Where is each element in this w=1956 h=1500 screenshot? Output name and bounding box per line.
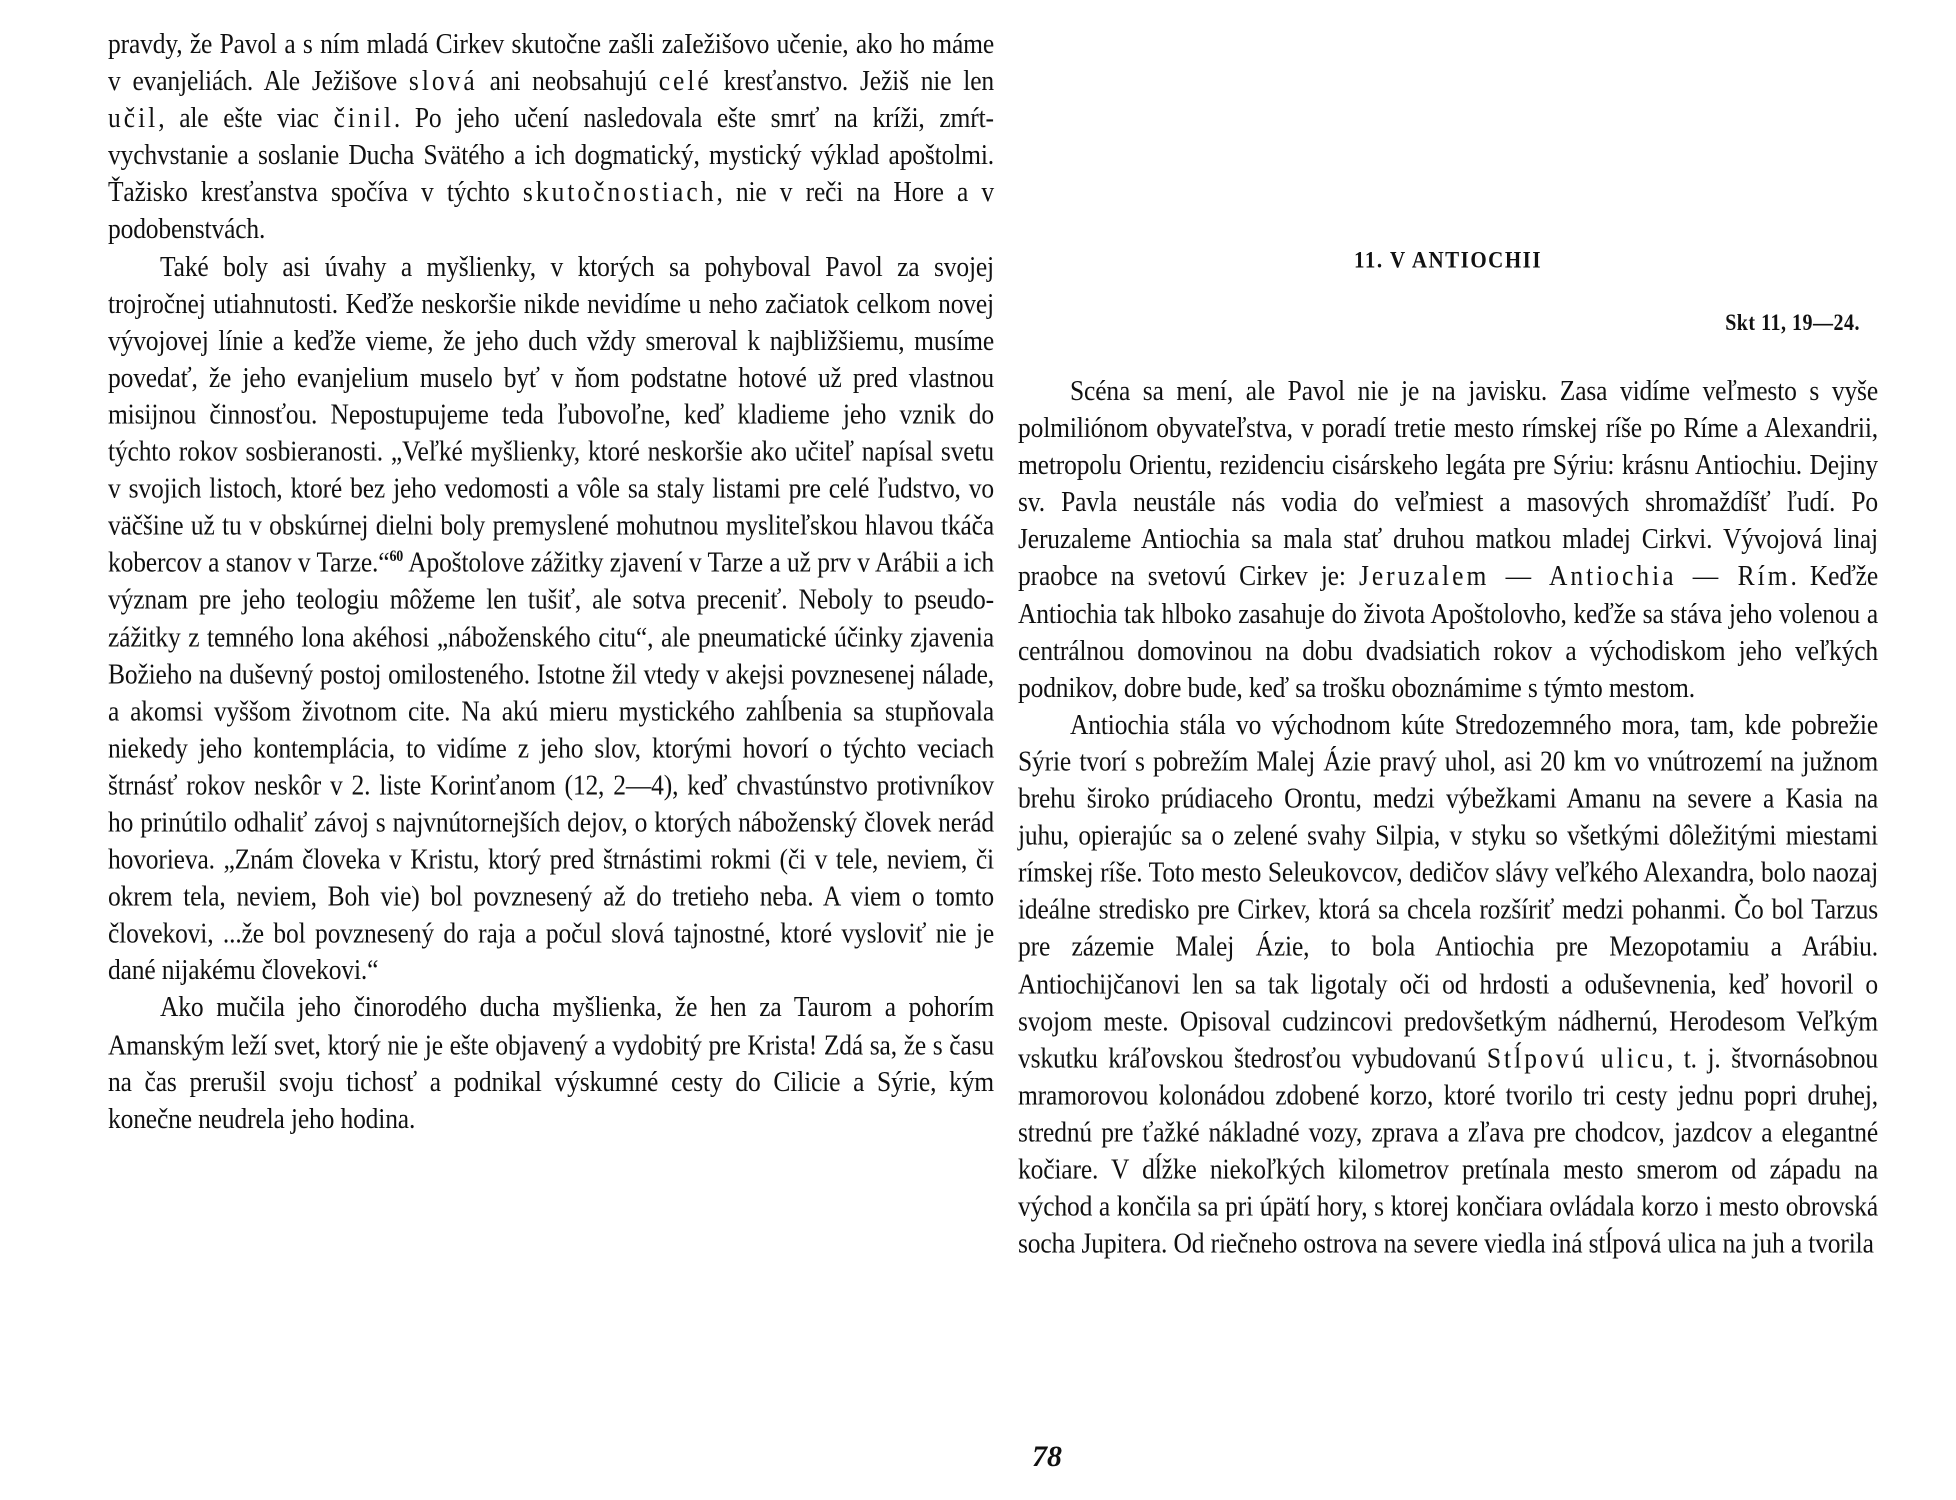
page-number: 78: [1032, 1440, 1062, 1473]
body-text: kresťanstvo. Ježiš nie len: [711, 64, 994, 97]
body-text: . Keďže Antiochia tak hlboko zasahuje do života Apoštolovho, keďže sa stáva jeho volenou a centrálnou domovinou na dobu dvadsiatich rokov a východiskom jeho veľkých podnikov, dobre bude, keď sa trošku oboznámime s týmto mestom.: [1018, 559, 1879, 704]
body-text: Apoštolove zážitky zjavení v Tarze a už prv v Arábii a ich význam pre jeho teologiu môžeme len tušiť, ale sotva preceniť. Neboly to pseudo-zážitky z temného lona akéhosi „náboženského citu“, ale pneumatické účinky zjavenia Božieho na duševný postoj omilosteného. Istotne žil vtedy v akejsi povznesenej nálade, a akomsi vyššom životnom cite. Na akú mieru mystického zahĺbenia sa stupňovala niekedy jeho kontemplácia, to vidíme z jeho slov, ktorými hovorí o týchto veciach štrnásť rokov neskôr v 2. liste Korinťanom (12, 2—4), keď chvastúnstvo protivníkov ho prinútilo odhaliť závoj s najvnútornejších dejov, o ktorých náboženský človek nerád hovorieva. „Znám človeka v Kristu, ktorý pred štrnástimi rokmi (či v tele, neviem, či okrem tela, neviem, Boh vie) bol povznesený až do tretieho neba. A viem o tomto človekovi, ...že bol povznesený do raja a počul slová tajnostné, ktoré vysloviť nie je dané nijakému človekovi.“: [108, 546, 995, 987]
emphasized-text: učil: [108, 101, 159, 134]
body-text: , ale ešte viac: [158, 101, 334, 134]
footnote-marker: 60: [389, 548, 404, 566]
body-text: . Po jeho učení nasledovala ešte smrť na kríži, zmŕtvychvstanie a soslanie Ducha Svätého a ich dogmatický, mystický výklad apoštolmi. Ťažisko kresťanstva spočíva v týchto: [108, 101, 995, 208]
left-page: [108, 0, 994, 1500]
emphasized-text: skutočnostiach: [522, 175, 717, 208]
paragraph: [108, 989, 994, 1137]
right-page: [1018, 0, 1878, 1500]
body-text: Antiochia stála vo východnom kúte Stredozemného mora, tam, kde pobrežie Sýrie tvorí s pobrežím Malej Ázie pravý uhol, asi 20 km vo vnútrozemí na južnom brehu široko prúdiaceho Orontu, medzi výbežkami Amanu na severe a Kasia na juhu, opierajúc sa o zelené svahy Silpia, v styku so všetkými dôležitými miestami rímskej ríše. Toto mesto Seleukovcov, dedičov slávy veľkého Alexandra, bolo naozaj ideálne stredisko pre Cirkev, ktorá sa chcela rozšíriť medzi pohanmi. Čo bol Tarzus pre zázemie Malej Ázie, to bola Antiochia pre Mezopotamiu a Arábiu. Antiochijčanovi len sa tak ligotaly oči od hrdosti a oduševnenia, keď hovoril o svojom meste. Opisoval cudzincovi predovšetkým nádhernú, Herodesom Veľkým vskutku kráľovskou štedrosťou vybudovanú: [1018, 707, 1878, 1074]
emphasized-text: Stĺpovú ulicu: [1486, 1041, 1667, 1074]
body-text: , t. j. štvornásobnou mramorovou kolonádou zdobené korzo, ktoré tvorilo tri cesty jednu popri druhej, strednú pre ťažké nákladné vozy, zprava a zľava pre chodcov, jazdcov a elegantné kočiare. V dĺžke niekoľkých kilometrov pretínala mesto smerom od západu na východ a končila sa pri úpätí hory, s ktorej končiara ovládala korzo i mesto obrovská socha Jupitera. Od riečneho ostrova na severe viedla iná stĺpová ulica na juh a tvorila: [1018, 1041, 1879, 1260]
body-text: , nie v reči na Hore a v podobenstvách.: [108, 175, 994, 246]
scripture-reference: Skt 11, 19—24.: [1725, 310, 1860, 336]
emphasized-text: slová: [408, 64, 478, 97]
emphasized-text: činil: [333, 101, 394, 134]
paragraph: [108, 247, 994, 988]
body-text: pravdy, že Pavol a s ním mladá Cirkev skutočne zašli zaIežišovo učenie, ako ho máme v evanjeliách. Ale Ježišove: [108, 27, 994, 97]
chapter-title: 11. V ANTIOCHII: [1353, 246, 1543, 274]
emphasized-text: Jeruzalem — Antiochia — Rím: [1358, 559, 1791, 593]
body-text: Scéna sa mení, ale Pavol nie je na javisku. Zasa vidíme veľmesto s vyše polmiliónom obyvateľstva, v poradí tretie mesto rímskej ríše po Ríme a Alexandrii, metropolu Orientu, rezidenciu cisárskeho legáta pre Sýriu: krásnu Antiochiu. Dejiny sv. Pavla neustále nás vodia do veľmiest a masových shromaždíšť ľudí. Po Jeruzaleme Antiochia sa mala stať druhou matkou mladej Cirkvi. Vývojová linaj praobce na svetovú Cirkev je:: [1018, 374, 1878, 593]
paragraph: [1018, 372, 1878, 706]
paragraph: [1018, 706, 1878, 1262]
body-text: Také boly asi úvahy a myšlienky, v ktorých sa pohyboval Pavol za svojej trojročnej utiahnutosti. Keďže neskoršie nikde nevidíme u neho začiatok celkom novej vývojovej línie a keďže vieme, že jeho duch vždy smeroval k najbližšiemu, musíme povedať, že jeho evanjelium muselo byť v ňom podstatne hotové už pred vlastnou misijnou činnosťou. Nepostupujeme teda ľubovoľne, keď kladieme jeho vznik do týchto rokov sosbieranosti. „Veľké myšlienky, ktoré neskoršie ako učiteľ napísal svetu v svojich listoch, ktoré bez jeho vedomosti a vôle sa staly listami pre celé ľudstvo, vo väčšine už tu v obskúrnej dielni boly premyslené mohutnou mysliteľskou hlavou tkáča kobercov a stanov v Tarze.“: [108, 249, 994, 579]
emphasized-text: celé: [658, 64, 712, 97]
right-page-body: [1018, 372, 1878, 1262]
body-text: ani neobsahujú: [477, 64, 659, 97]
left-page-body: [108, 25, 994, 1137]
paragraph: [108, 25, 994, 247]
body-text: Ako mučila jeho činorodého ducha myšlienka, že hen za Taurom a pohorím Amanským leží svet, ktorý nie je ešte objavený a vydobitý pre Krista! Zdá sa, že s času na čas prerušil svoju tichosť a podnikal výskumné cesty do Cilicie a Sýrie, kým konečne neudrela jeho hodina.: [108, 990, 994, 1135]
